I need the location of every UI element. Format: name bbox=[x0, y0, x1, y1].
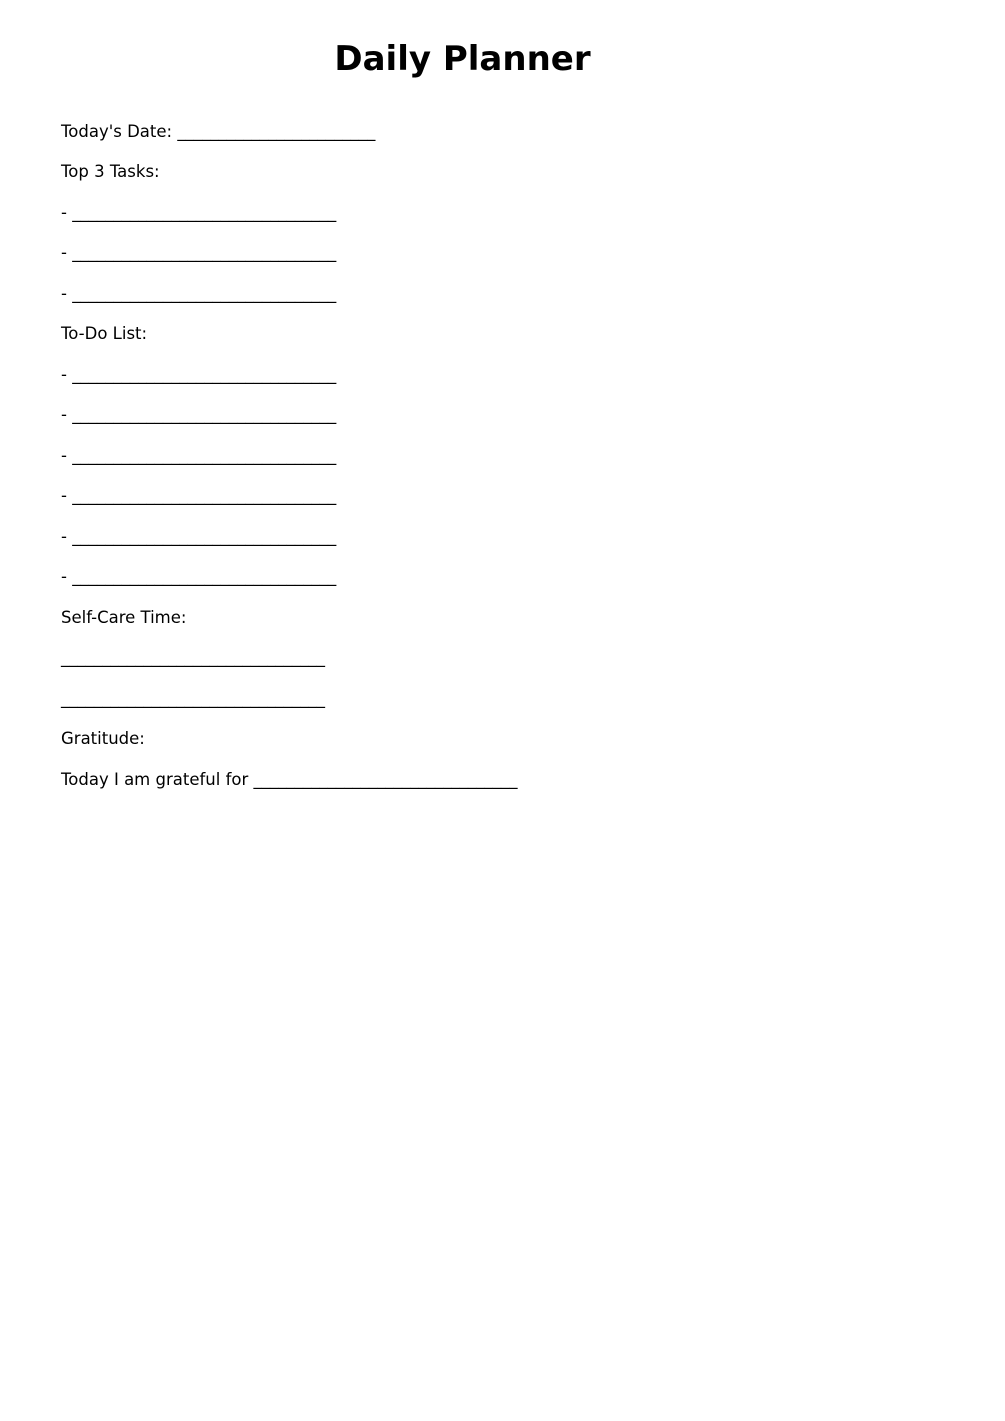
todo-line: - ________________________________ bbox=[61, 486, 337, 505]
gratitude-line: Today I am grateful for ________________________________ bbox=[61, 770, 518, 789]
self-care-line: ________________________________ bbox=[61, 689, 325, 708]
todo-line: - ________________________________ bbox=[61, 567, 337, 586]
top-task-line: - ________________________________ bbox=[61, 203, 337, 222]
todo-heading: To-Do List: bbox=[61, 324, 148, 343]
todo-line: - ________________________________ bbox=[61, 405, 337, 424]
top-task-line: - ________________________________ bbox=[61, 284, 337, 303]
top-task-line: - ________________________________ bbox=[61, 243, 337, 262]
self-care-heading: Self-Care Time: bbox=[61, 608, 187, 627]
todo-line: - ________________________________ bbox=[61, 527, 337, 546]
todo-line: - ________________________________ bbox=[61, 446, 337, 465]
date-field-line: Today's Date: ________________________ bbox=[61, 122, 376, 141]
top-tasks-heading: Top 3 Tasks: bbox=[61, 162, 160, 181]
self-care-line: ________________________________ bbox=[61, 648, 325, 667]
gratitude-heading: Gratitude: bbox=[61, 729, 145, 748]
todo-line: - ________________________________ bbox=[61, 365, 337, 384]
page-title: Daily Planner bbox=[334, 39, 591, 79]
